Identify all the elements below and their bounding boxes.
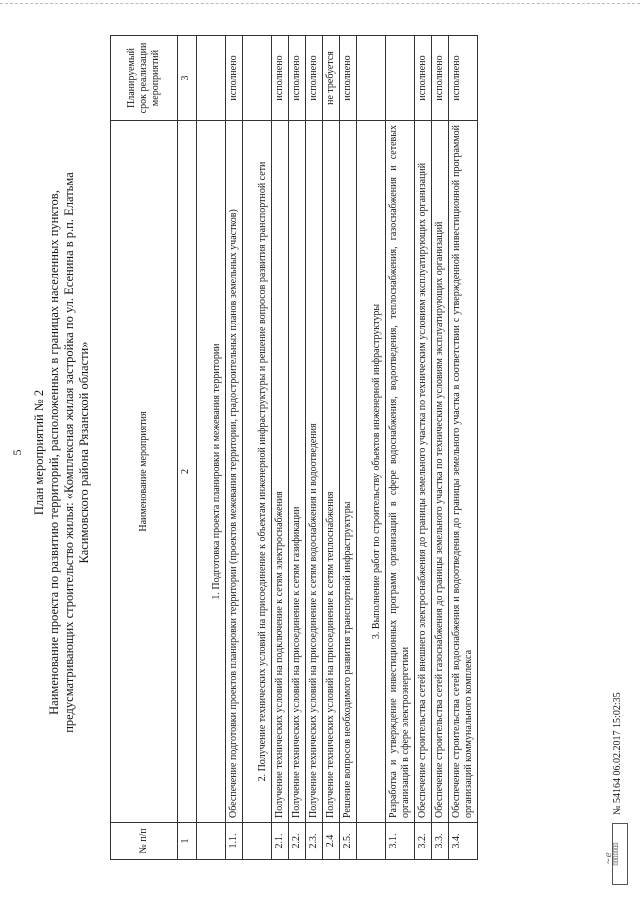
row-name: Решение вопросов необходимого развития транспортной инфраструктуры (340, 121, 357, 823)
row-term: исполнено (289, 36, 306, 121)
row-term: исполнено (226, 36, 243, 121)
index-name: 2 (178, 121, 197, 823)
section-row (357, 36, 386, 860)
row-name: Обеспечение строительства сетей газоснабжения до границы земельного участка по техническим условиям эксплуатирующих организаций (432, 121, 449, 823)
title-line-2: Наименование проекта по развитию территорий, расположенных в границах населенных пунктов, (47, 190, 61, 715)
row-num: 1.1. (226, 823, 243, 860)
page-footer (603, 585, 633, 885)
row-term: исполнено (306, 36, 323, 121)
document-id: № 54164 06.02.2017 15:02:35 (612, 692, 623, 815)
row-term: исполнено (432, 36, 449, 121)
row-num: 3.2. (415, 823, 432, 860)
table-row (306, 36, 323, 860)
row-num: 2.3. (306, 823, 323, 860)
row-num: 2.4 (323, 823, 340, 860)
row-num: 2.5. (340, 823, 357, 860)
table-row (289, 36, 306, 860)
row-term: исполнено (449, 36, 478, 121)
section-title-3: 3. Выполнение работ по строительству объектов инженерной инфраструктуры (357, 121, 386, 823)
table-header-row (111, 36, 178, 860)
table-row (386, 36, 415, 860)
row-name: Получение технических условий на присоединение к сетям теплоснабжения (323, 121, 340, 823)
title-line-1: План мероприятий № 2 (32, 389, 46, 516)
table-row (449, 36, 478, 860)
section-row (243, 36, 272, 860)
section-title-1: 1. Подготовка проекта планировки и межевания территории (197, 121, 226, 823)
header-term: Планируемый срок реализации мероприятий (111, 36, 178, 121)
plan-title (32, 80, 92, 825)
row-num: 2.1. (272, 823, 289, 860)
row-num: 2.2. (289, 823, 306, 860)
row-name: Получение технических условий на подключение к сетям электроснабжения (272, 121, 289, 823)
table-row (272, 36, 289, 860)
table-index-row (178, 36, 197, 860)
plan-table (110, 35, 478, 860)
table-row (226, 36, 243, 860)
stamp-box: ▯▯▯▯▯▯▯ (612, 823, 628, 885)
row-name: Обеспечение строительства сетей водоснабжения и водоотведения до границы земельного участка в соответствии с утвержденной инвестиционной программой организаций коммунального комплекса (449, 121, 478, 823)
row-term (386, 36, 415, 121)
index-term: 3 (178, 36, 197, 121)
title-line-3: предусматривающих строительство жилья: «Комплексная жилая застройка по ул. Есенина в р.п. Елатьма (62, 172, 76, 733)
table-row (415, 36, 432, 860)
row-name: Разработка и утверждение инвестиционных программ организаций в сфере водоснабжения, водоотведения, теплоснабжения, газоснабжения и сетевых организаций в сфере электроэнергетики (386, 121, 415, 823)
title-line-4: Касимовского района Рязанской области» (77, 341, 91, 564)
section-title-2: 2. Получение технических условий на присоединение к объектам инженерной инфраструктуры и решение вопросов развития транспортной сети (243, 121, 272, 823)
row-num: 3.3. (432, 823, 449, 860)
table-row (432, 36, 449, 860)
index-num: 1 (178, 823, 197, 860)
row-name: Обеспечение подготовки проектов планировки территории (проектов межевания территории, градостроительных планов земельных участков) (226, 121, 243, 823)
table-row (340, 36, 357, 860)
row-term: исполнено (415, 36, 432, 121)
row-name: Получение технических условий на присоединение к сетям водоснабжения и водоотведения (306, 121, 323, 823)
row-term: исполнено (272, 36, 289, 121)
row-name: Обеспечение строительства сетей внешнего электроснабжения до границы земельного участка по техническим условиям эксплуатирующих организаций (415, 121, 432, 823)
page-number: 5 (10, 449, 24, 456)
row-term: не требуется (323, 36, 340, 121)
table-row (323, 36, 340, 860)
header-name: Наименование мероприятия (111, 121, 178, 823)
signature-mark: ∼ℯ (603, 852, 613, 865)
section-row (197, 36, 226, 860)
row-term: исполнено (340, 36, 357, 121)
row-num: 3.1. (386, 823, 415, 860)
row-name: Получение технических условий на присоединение к сетям газификации (289, 121, 306, 823)
row-num: 3.4. (449, 823, 478, 860)
header-num: № п/п (111, 823, 178, 860)
